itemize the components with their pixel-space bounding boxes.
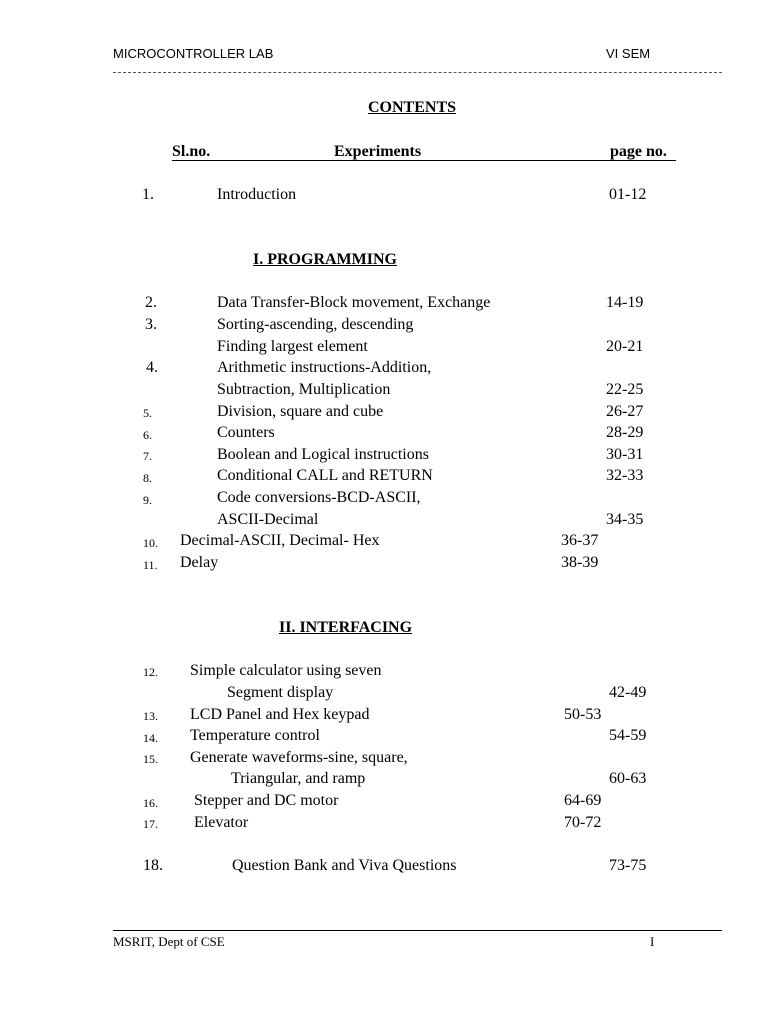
header-semester: VI SEM xyxy=(606,46,651,61)
entry-number: 18. xyxy=(143,857,163,874)
entry-title: Boolean and Logical instructions xyxy=(217,446,429,463)
column-header-underline xyxy=(172,160,676,161)
header-title: MICROCONTROLLER LAB xyxy=(113,46,274,61)
entry-number: 2. xyxy=(145,294,157,311)
entry-pages: 60-63 xyxy=(609,770,647,787)
entry-pages: 36-37 xyxy=(561,532,599,549)
entry-title: Question Bank and Viva Questions xyxy=(232,857,457,874)
entry-pages: 22-25 xyxy=(606,381,644,398)
page-title: CONTENTS xyxy=(368,99,457,116)
entry-pages: 42-49 xyxy=(609,684,647,701)
entry-number: 16. xyxy=(143,796,158,810)
entry-pages: 20-21 xyxy=(606,338,644,355)
entry-title: Temperature control xyxy=(190,727,320,744)
header-divider xyxy=(113,72,722,73)
footer-page-number: I xyxy=(650,934,655,949)
entry-title: Decimal-ASCII, Decimal- Hex xyxy=(180,532,380,549)
section-heading-interfacing: II. INTERFACING xyxy=(279,619,413,636)
entry-title: LCD Panel and Hex keypad xyxy=(190,706,370,723)
footer-divider xyxy=(113,930,722,931)
entry-pages: 28-29 xyxy=(606,424,644,441)
entry-title-continued: Triangular, and ramp xyxy=(231,770,366,787)
entry-pages: 30-31 xyxy=(606,446,644,463)
entry-number: 8. xyxy=(143,471,152,485)
entry-pages: 26-27 xyxy=(606,403,644,420)
column-slno: Sl.no. xyxy=(172,143,211,160)
entry-pages: 34-35 xyxy=(606,511,644,528)
entry-pages: 50-53 xyxy=(564,706,602,723)
entry-number: 15. xyxy=(143,752,158,766)
column-page: page no. xyxy=(610,143,667,160)
section-heading-programming: I. PROGRAMMING xyxy=(253,251,397,268)
entry-title: Sorting-ascending, descending xyxy=(217,316,414,333)
column-experiments: Experiments xyxy=(334,143,422,160)
entry-number: 10. xyxy=(143,536,158,550)
entry-number: 5. xyxy=(143,406,152,420)
entry-title-continued: Finding largest element xyxy=(217,338,368,355)
entry-title-continued: ASCII-Decimal xyxy=(217,511,319,528)
entry-title: Conditional CALL and RETURN xyxy=(217,467,433,484)
entry-pages: 54-59 xyxy=(609,727,647,744)
entry-title: Division, square and cube xyxy=(217,403,384,420)
entry-title: Simple calculator using seven xyxy=(190,662,382,679)
entry-number: 17. xyxy=(143,817,158,831)
entry-pages: 73-75 xyxy=(609,857,647,874)
entry-number: 4. xyxy=(146,359,158,376)
entry-title: Data Transfer-Block movement, Exchange xyxy=(217,294,491,311)
entry-number: 7. xyxy=(143,449,152,463)
entry-number: 11. xyxy=(143,558,158,572)
entry-title: Stepper and DC motor xyxy=(194,792,339,809)
footer-department: MSRIT, Dept of CSE xyxy=(113,934,225,949)
entry-number: 9. xyxy=(143,493,152,507)
entry-pages: 70-72 xyxy=(564,814,602,831)
entry-pages: 64-69 xyxy=(564,792,602,809)
entry-number: 13. xyxy=(143,709,158,723)
entry-title: Introduction xyxy=(217,186,297,203)
entry-number: 6. xyxy=(143,428,152,442)
entry-title: Delay xyxy=(180,554,219,571)
entry-title: Code conversions-BCD-ASCII, xyxy=(217,489,421,506)
entry-number: 1. xyxy=(142,186,154,203)
entry-pages: 32-33 xyxy=(606,467,644,484)
entry-number: 12. xyxy=(143,665,158,679)
entry-title: Arithmetic instructions-Addition, xyxy=(217,359,432,376)
entry-title-continued: Segment display xyxy=(227,684,334,701)
entry-title: Counters xyxy=(217,424,275,441)
entry-title: Generate waveforms-sine, square, xyxy=(190,749,408,766)
entry-pages: 38-39 xyxy=(561,554,599,571)
entry-number: 3. xyxy=(145,316,157,333)
entry-number: 14. xyxy=(143,731,158,745)
entry-pages: 14-19 xyxy=(606,294,644,311)
entry-pages: 01-12 xyxy=(609,186,647,203)
entry-title-continued: Subtraction, Multiplication xyxy=(217,381,391,398)
entry-title: Elevator xyxy=(194,814,249,831)
